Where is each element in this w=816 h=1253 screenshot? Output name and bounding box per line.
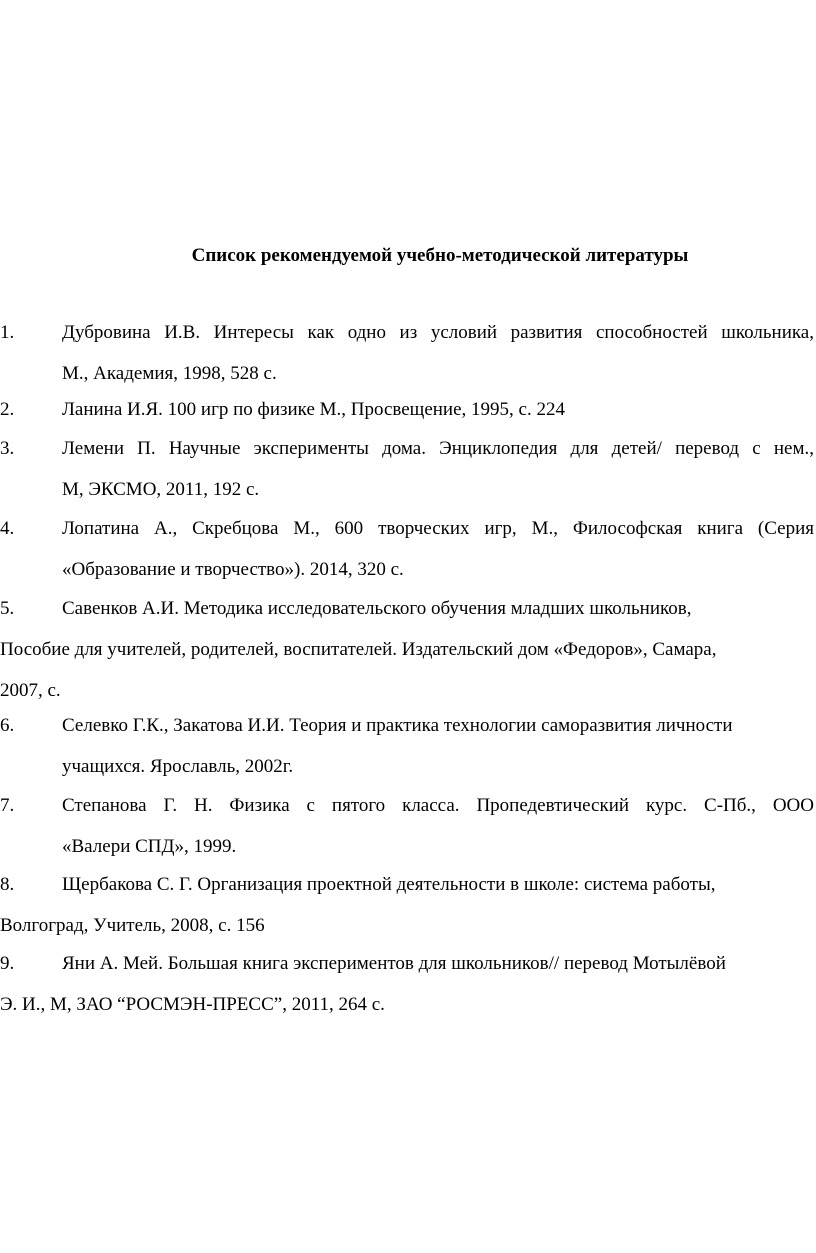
reference-text: Степанова Г. Н. Физика с пятого класса. Пропедевтический курс. С-Пб., ООО [62, 795, 814, 816]
reference-text-continued: М., Академия, 1998, 528 с. [62, 363, 277, 384]
reference-item-9 [0, 943, 814, 1025]
reference-text-continued: Э. И., М, ЗАО “РОСМЭН-ПРЕСС”, 2011, 264 с. [0, 994, 385, 1015]
reference-number: 3. [0, 438, 15, 459]
reference-number: 8. [0, 874, 15, 895]
reference-text-continued: Пособие для учителей, родителей, воспитателей. Издательский дом «Федоров», Самара, [0, 639, 717, 660]
reference-number: 9. [0, 953, 15, 974]
reference-item-4 [0, 508, 814, 590]
reference-text: Дубровина И.В. Интересы как одно из условий развития способностей школьника, [62, 322, 814, 343]
reference-text: Селевко Г.К., Закатова И.И. Теория и практика технологии саморазвития личности [62, 715, 733, 736]
reference-item-3 [0, 428, 814, 510]
reference-text-continued: учащихся. Ярославль, 2002г. [62, 756, 294, 777]
reference-text-continued: «Образование и творчество»). 2014, 320 с. [62, 559, 404, 580]
reference-item-6 [0, 705, 814, 787]
reference-number: 7. [0, 795, 15, 816]
reference-text-continued: 2007, с. [0, 680, 61, 701]
reference-item-1 [0, 312, 814, 394]
reference-number: 5. [0, 598, 15, 619]
reference-item-7 [0, 785, 814, 867]
reference-text: Лопатина А., Скребцова М., 600 творческих игр, М., Философская книга (Серия [62, 518, 814, 539]
reference-text-continued: Волгоград, Учитель, 2008, с. 156 [0, 915, 265, 936]
page-title: Список рекомендуемой учебно-методической литературы [191, 245, 689, 266]
reference-number: 2. [0, 399, 15, 420]
reference-text: Лемени П. Научные эксперименты дома. Энциклопедия для детей/ перевод с нем., [62, 438, 814, 459]
reference-text: Щербакова С. Г. Организация проектной деятельности в школе: система работы, [62, 874, 716, 895]
reference-text: Яни А. Мей. Большая книга экспериментов для школьников// перевод Мотылёвой [62, 953, 726, 974]
reference-item-2 [0, 389, 814, 430]
reference-number: 6. [0, 715, 15, 736]
reference-text-continued: М, ЭКСМО, 2011, 192 с. [62, 479, 260, 500]
reference-item-5 [0, 588, 814, 711]
reference-number: 4. [0, 518, 15, 539]
reference-text: Ланина И.Я. 100 игр по физике М., Просвещение, 1995, с. 224 [62, 399, 565, 420]
reference-number: 1. [0, 322, 15, 343]
reference-item-8 [0, 864, 814, 946]
reference-text-continued: «Валери СПД», 1999. [62, 836, 237, 857]
reference-text: Савенков А.И. Методика исследовательского обучения младших школьников, [62, 598, 692, 619]
